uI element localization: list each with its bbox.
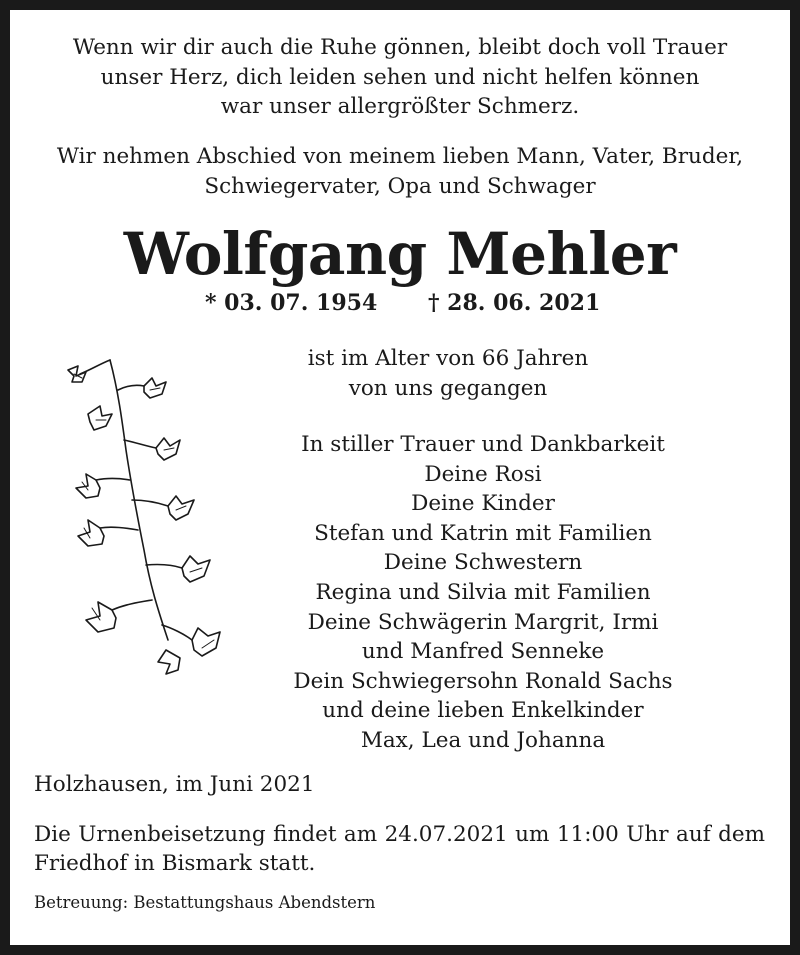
farewell-intro	[0, 142, 800, 201]
mourner-line: Max, Lea und Johanna	[360, 727, 606, 753]
age-statement	[200, 344, 696, 403]
mourner-line: und Manfred Senneke	[361, 639, 605, 665]
intro-line: Schwiegervater, Opa und Schwager	[204, 173, 596, 199]
mourners-list	[285, 430, 681, 756]
mourner-line: und deine lieben Enkelkinder	[322, 698, 644, 724]
mourner-line: Dein Schwiegersohn Ronald Sachs	[293, 668, 673, 694]
verse	[0, 33, 800, 122]
burial-notice: Die Urnenbeisetzung findet am 24.07.2021 um 11:00 Uhr auf dem Friedhof in Bismark statt.	[34, 822, 765, 876]
deceased-name: Wolfgang Mehler	[123, 220, 677, 288]
age-line: von uns gegangen	[348, 375, 548, 401]
intro-line: Wir nehmen Abschied von meinem lieben Mann, Vater, Bruder,	[56, 144, 744, 169]
death-date: † 28. 06. 2021	[428, 290, 601, 316]
mourner-line: Deine Rosi	[424, 461, 542, 487]
ivy-branch-icon	[60, 350, 230, 680]
mourner-line: Deine Schwägerin Margrit, Irmi	[307, 609, 659, 635]
verse-line: Wenn wir dir auch die Ruhe gönnen, bleibt doch voll Trauer	[72, 35, 728, 60]
funeral-home-credit: Betreuung: Bestattungshaus Abendstern	[34, 893, 376, 912]
mourner-line: Stefan und Katrin mit Familien	[314, 520, 652, 546]
mourner-line: Deine Kinder	[411, 491, 555, 517]
age-line: ist im Alter von 66 Jahren	[307, 346, 589, 371]
birth-date: * 03. 07. 1954	[205, 290, 378, 316]
mourner-line: In stiller Trauer und Dankbarkeit	[301, 432, 665, 457]
place-date: Holzhausen, im Juni 2021	[34, 772, 315, 797]
mourner-line: Deine Schwestern	[383, 550, 583, 576]
verse-line: war unser allergrößter Schmerz.	[220, 94, 580, 119]
mourner-line: Regina und Silvia mit Familien	[315, 579, 651, 605]
verse-line: unser Herz, dich leiden sehen und nicht helfen können	[100, 64, 700, 90]
